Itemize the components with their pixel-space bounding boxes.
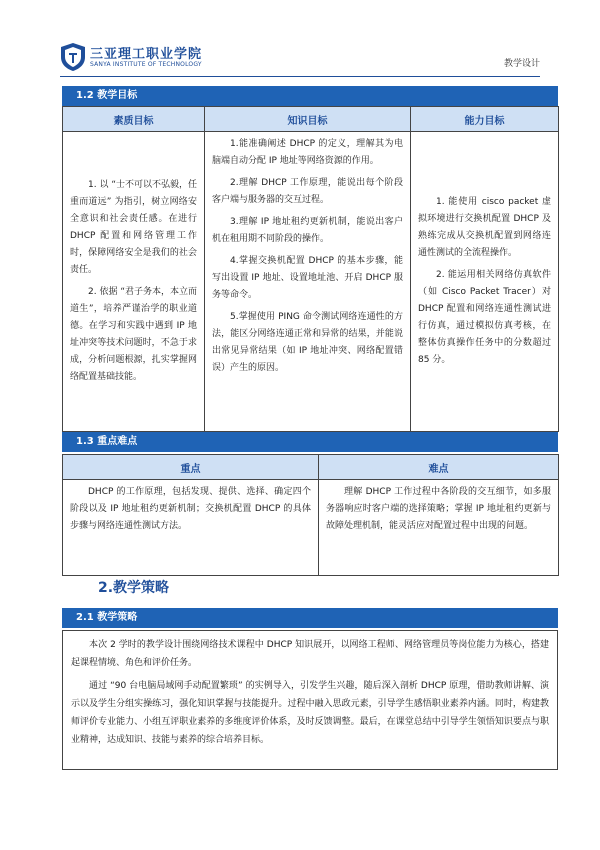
knowledge-goal-item: 1.能准确阐述 DHCP 的定义，理解其为电脑端自动分配 IP 地址等网络资源的作用。 xyxy=(212,139,403,166)
strategy-paragraph: 本次 2 学时的教学设计围绕网络技术课程中 DHCP 知识展开，以网络工程师、网络管理员等岗位能力为核心，搭建起课程情境、角色和评价任务。 xyxy=(71,640,549,668)
key-points-cell xyxy=(63,480,319,576)
knowledge-goals-cell xyxy=(205,132,411,432)
school-name-en: SANYA INSTITUTE OF TECHNOLOGY xyxy=(90,61,202,68)
section-2-1-title: 2.1 教学策略 xyxy=(62,608,558,628)
quality-goals-cell xyxy=(63,132,205,432)
key-difficulty-table xyxy=(62,454,559,576)
school-shield-logo xyxy=(60,42,86,72)
header-divider xyxy=(60,76,540,77)
ability-goal-item: 2. 能运用相关网络仿真软件（如 Cisco Packet Tracer）对 DHCP 配置和网络连通性测试进行仿真，通过模拟仿真考核，在整体仿真操作任务中的分数超过 85 分。 xyxy=(418,270,551,365)
difficulties-cell xyxy=(319,480,559,576)
page-header xyxy=(60,40,540,80)
section-1-3-title: 1.3 重点难点 xyxy=(62,432,558,452)
school-name-cn: 三亚理工职业学院 xyxy=(90,47,203,62)
section-1-2-title: 1.2 教学目标 xyxy=(62,86,558,106)
quality-goal-item: 2. 依据 “君子务本，本立而道生”，培养严谨治学的职业道德。在学习和实践中遇到 IP 地址冲突等技术问题时，不急于求成，分析问题根源，扎实掌握网络配置基础技能。 xyxy=(70,287,197,382)
col-key-points: 重点 xyxy=(63,455,319,480)
ability-goals-cell xyxy=(411,132,559,432)
col-knowledge-goal: 知识目标 xyxy=(205,107,411,132)
ability-goal-item: 1. 能使用 cisco packet 虚拟环境进行交换机配置 DHCP 及熟练完成从交换机配置到网络连通性测试的全流程操作。 xyxy=(418,197,551,258)
knowledge-goal-item: 5.掌握使用 PING 命令测试网络连通性的方法，能区分网络连通正常和异常的结果，并能说出常见异常结果（如 IP 地址冲突、网络配置错误）产生的原因。 xyxy=(212,312,403,373)
quality-goal-item: 1. 以 “士不可以不弘毅，任重而道远” 为指引，树立网络安全意识和社会责任感。在进行 DHCP 配置和网络管理工作时，保障网络安全是我们的社会责任。 xyxy=(70,180,197,275)
objectives-table xyxy=(62,106,559,432)
difficulties-text: 理解 DHCP 工作过程中各阶段的交互细节，如多服务器响应时客户端的选择策略；掌握 IP 地址租约更新与故障处理机制，能灵活应对配置过程中出现的问题。 xyxy=(326,487,551,531)
col-ability-goal: 能力目标 xyxy=(411,107,559,132)
chapter-2-title: 2.教学策略 xyxy=(98,580,170,596)
key-points-text: DHCP 的工作原理，包括发现、提供、选择、确定四个阶段以及 IP 地址租约更新机制；交换机配置 DHCP 的具体步骤与网络连通性测试方法。 xyxy=(70,487,311,531)
col-quality-goal: 素质目标 xyxy=(63,107,205,132)
strategy-paragraph: 通过 “90 台电脑局域网手动配置繁琐” 的实例导入，引发学生兴趣，随后深入剖析 DHCP 原理，借助教师讲解、演示以及学生分组实操练习，强化知识掌握与技能提升。过程中融入思政元素，引导学生感悟职业素养内涵。同时，构建教师评价专业能力、小组互评职业素养的多维度评价体系，及时反馈调整。最后，在课堂总结中引导学生领悟知识要点与职业精神，达成知识、技能与素养的综合培养目标。 xyxy=(71,681,549,745)
knowledge-goal-item: 4.掌握交换机配置 DHCP 的基本步骤，能写出设置 IP 地址、设置地址池、开启 DHCP 服务等命令。 xyxy=(212,256,403,300)
knowledge-goal-item: 2.理解 DHCP 工作原理，能说出每个阶段客户端与服务器的交互过程。 xyxy=(212,178,403,205)
document-type: 教学设计 xyxy=(503,59,540,69)
col-difficulties: 难点 xyxy=(319,455,559,480)
knowledge-goal-item: 3.理解 IP 地址租约更新机制，能说出客户机在租用期不同阶段的操作。 xyxy=(212,217,403,244)
teaching-strategy-box xyxy=(62,630,558,770)
